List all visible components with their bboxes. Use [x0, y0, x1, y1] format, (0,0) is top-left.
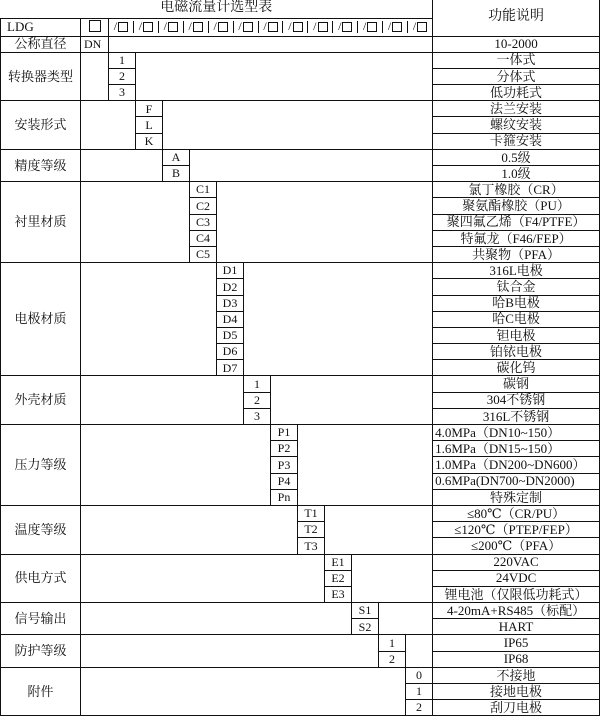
- function-cell: 哈C电极: [433, 311, 600, 327]
- spacer-cell: [81, 635, 379, 667]
- slash-square-box-icon: /: [183, 21, 208, 34]
- function-cell: IP68: [433, 651, 600, 667]
- code-cell: 3: [244, 408, 271, 424]
- spacer-cell: [81, 554, 325, 603]
- code-cell: K: [136, 133, 163, 149]
- function-cell: 特氟龙（F46/FEP）: [433, 230, 600, 246]
- code-cell: S1: [352, 603, 379, 619]
- code-cell: L: [136, 117, 163, 133]
- function-cell: IP65: [433, 635, 600, 651]
- function-cell: 220VAC: [433, 554, 600, 570]
- spacer-cell: [325, 505, 433, 554]
- category-label: 电极材质: [1, 263, 81, 376]
- code-cell: T2: [298, 522, 325, 538]
- function-cell: 一体式: [433, 52, 600, 68]
- spacer-cell: [244, 263, 433, 376]
- slash-square-box-icon: /: [233, 21, 258, 34]
- code-cell: E2: [325, 570, 352, 586]
- spacer-cell: [298, 425, 433, 506]
- function-cell: 24VDC: [433, 570, 600, 586]
- category-label: 防护等级: [1, 635, 81, 667]
- code-cell: 2: [406, 700, 433, 716]
- function-cell: 0.5级: [433, 149, 600, 165]
- section-row: [1, 554, 600, 570]
- function-cell: 碳化钨: [433, 360, 600, 376]
- code-cell: 0: [406, 667, 433, 683]
- function-cell: 1.0MPa（DN200~DN600）: [433, 457, 600, 473]
- function-cell: 1.0级: [433, 166, 600, 182]
- code-cell: D1: [217, 263, 244, 279]
- function-cell: 接地电极: [433, 684, 600, 700]
- spacer-cell: [81, 425, 271, 506]
- code-cell: T1: [298, 505, 325, 521]
- slash-square-box-icon: /: [208, 21, 233, 34]
- category-label: 安装形式: [1, 101, 81, 150]
- function-cell: 分体式: [433, 68, 600, 84]
- section-row: [1, 505, 600, 521]
- slash-square-box-icon: /: [307, 21, 332, 34]
- function-cell: 钽电极: [433, 327, 600, 343]
- function-cell: 铂铱电极: [433, 344, 600, 360]
- spacer-cell: [271, 376, 433, 425]
- model-code-boxes: [109, 18, 433, 36]
- model-prefix: LDG: [1, 18, 81, 36]
- function-cell: ≤120℃（PTEP/FEP）: [433, 522, 600, 538]
- spacer-cell: [81, 101, 136, 150]
- slash-square-box-icon: /: [332, 21, 357, 34]
- code-cell: E1: [325, 554, 352, 570]
- code-cell: T3: [298, 538, 325, 554]
- spacer-cell: [109, 36, 433, 52]
- code-cell: 2: [109, 68, 136, 84]
- spacer-cell: [136, 52, 433, 101]
- function-cell: 4.0MPa（DN10~150）: [433, 425, 600, 441]
- code-cell: 2: [379, 651, 406, 667]
- spacer-cell: [217, 182, 433, 263]
- function-cell: 低功耗式: [433, 85, 600, 101]
- section-row: [1, 376, 600, 392]
- code-cell: P1: [271, 425, 298, 441]
- category-label: 供电方式: [1, 554, 81, 603]
- code-cell: 1: [406, 684, 433, 700]
- function-cell: 刮刀电极: [433, 700, 600, 716]
- code-cell: F: [136, 101, 163, 117]
- section-row: [1, 425, 600, 441]
- slash-square-box-icon: /: [109, 21, 133, 34]
- code-cell: D6: [217, 344, 244, 360]
- slash-square-box-icon: /: [407, 21, 432, 34]
- function-cell: 4-20mA+RS485（标配）: [433, 603, 600, 619]
- code-cell: P3: [271, 457, 298, 473]
- code-cell: D5: [217, 327, 244, 343]
- spacer-cell: [190, 149, 433, 181]
- section-row: [1, 52, 600, 68]
- code-cell: 3: [109, 85, 136, 101]
- code-cell: S2: [352, 619, 379, 635]
- code-cell: D3: [217, 295, 244, 311]
- function-cell: 316L电极: [433, 263, 600, 279]
- code-cell: C2: [190, 198, 217, 214]
- category-label: 转换器类型: [1, 52, 81, 101]
- spacer-cell: [81, 376, 244, 425]
- slash-square-box-icon: /: [357, 21, 382, 34]
- spacer-cell: [406, 635, 433, 667]
- category-label: 精度等级: [1, 149, 81, 181]
- spacer-cell: [163, 101, 433, 150]
- category-label: 压力等级: [1, 425, 81, 506]
- square-box-icon: [81, 18, 109, 36]
- function-cell: 哈B电极: [433, 295, 600, 311]
- code-cell: 1: [244, 376, 271, 392]
- function-cell: 316L不锈钢: [433, 408, 600, 424]
- code-cell: Pn: [271, 489, 298, 505]
- function-cell: 1.6MPa（DN15~150）: [433, 441, 600, 457]
- function-cell: 304不锈钢: [433, 392, 600, 408]
- function-cell: HART: [433, 619, 600, 635]
- function-cell: ≤200℃（PFA）: [433, 538, 600, 554]
- function-cell: 卡箍安装: [433, 133, 600, 149]
- code-cell: 2: [244, 392, 271, 408]
- category-label: 衬里材质: [1, 182, 81, 263]
- code-cell: C1: [190, 182, 217, 198]
- code-cell: C3: [190, 214, 217, 230]
- function-column-header: 功能说明: [433, 0, 600, 36]
- spacer-cell: [81, 182, 190, 263]
- code-cell: 1: [109, 52, 136, 68]
- code-cell: 1: [379, 635, 406, 651]
- section-row: [1, 182, 600, 198]
- code-cell: A: [163, 149, 190, 165]
- spacer-cell: [81, 505, 298, 554]
- category-label: 附件: [1, 667, 81, 716]
- category-label: 温度等级: [1, 505, 81, 554]
- code-cell: DN: [81, 36, 109, 52]
- function-cell: ≤80℃（CR/PU）: [433, 505, 600, 521]
- function-cell: 碳钢: [433, 376, 600, 392]
- code-cell: P4: [271, 473, 298, 489]
- code-cell: C5: [190, 246, 217, 262]
- category-label: 公称直径: [1, 36, 81, 52]
- function-cell: 氯丁橡胶（CR）: [433, 182, 600, 198]
- section-row: [1, 603, 600, 619]
- spacer-cell: [81, 667, 406, 716]
- code-cell: B: [163, 166, 190, 182]
- code-cell: D7: [217, 360, 244, 376]
- function-cell: 不接地: [433, 667, 600, 683]
- slash-square-box-icon: /: [282, 21, 307, 34]
- section-row: [1, 263, 600, 279]
- function-cell: 聚四氟乙烯（F4/PTFE）: [433, 214, 600, 230]
- code-cell: D2: [217, 279, 244, 295]
- spacer-cell: [379, 603, 433, 635]
- spacer-cell: [81, 263, 217, 376]
- section-row: [1, 101, 600, 117]
- function-cell: 聚氨酯橡胶（PU）: [433, 198, 600, 214]
- code-cell: C4: [190, 230, 217, 246]
- function-cell: 共聚物（PFA）: [433, 246, 600, 262]
- category-label: 信号输出: [1, 603, 81, 635]
- code-cell: P2: [271, 441, 298, 457]
- function-cell: 0.6MPa(DN700~DN2000): [433, 473, 600, 489]
- function-cell: 钛合金: [433, 279, 600, 295]
- dn-row: [1, 36, 600, 52]
- function-cell: 锂电池（仅限低功耗式）: [433, 586, 600, 602]
- slash-square-box-icon: /: [382, 21, 407, 34]
- section-row: [1, 635, 600, 651]
- spacer-cell: [81, 603, 352, 635]
- spacer-cell: [81, 52, 109, 101]
- spacer-cell: [81, 149, 163, 181]
- section-row: [1, 667, 600, 683]
- slash-square-box-icon: /: [133, 21, 158, 34]
- spacer-cell: [352, 554, 433, 603]
- slash-square-box-icon: /: [258, 21, 283, 34]
- title-row: [1, 0, 600, 18]
- function-cell: 10-2000: [433, 36, 600, 52]
- category-label: 外壳材质: [1, 376, 81, 425]
- code-cell: E3: [325, 586, 352, 602]
- page-title: 电磁流量计选型表: [160, 0, 273, 16]
- function-cell: 法兰安装: [433, 101, 600, 117]
- function-cell: 特殊定制: [433, 489, 600, 505]
- section-row: [1, 149, 600, 165]
- function-cell: 螺纹安装: [433, 117, 600, 133]
- slash-square-box-icon: /: [158, 21, 183, 34]
- code-cell: D4: [217, 311, 244, 327]
